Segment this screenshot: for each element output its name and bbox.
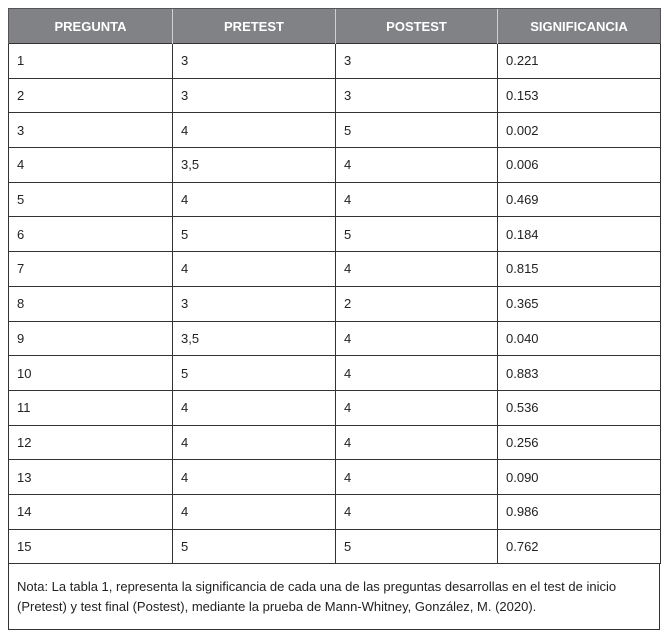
table-cell: 0.883 (498, 356, 661, 391)
table-row (9, 425, 661, 460)
table-cell: 0.153 (498, 78, 661, 113)
table-cell: 3 (173, 44, 336, 79)
table-cell: 13 (9, 460, 173, 495)
table-cell: 4 (336, 494, 498, 529)
table-cell: 0.469 (498, 182, 661, 217)
table-cell: 15 (9, 529, 173, 564)
table-cell: 11 (9, 390, 173, 425)
table-cell: 0.815 (498, 252, 661, 287)
table-cell: 9 (9, 321, 173, 356)
table-cell: 3,5 (173, 148, 336, 183)
table-row (9, 44, 661, 79)
table-cell: 5 (336, 529, 498, 564)
table-cell: 5 (9, 182, 173, 217)
table-row (9, 252, 661, 287)
table-cell: 0.986 (498, 494, 661, 529)
table-cell: 4 (336, 148, 498, 183)
table-cell: 4 (9, 148, 173, 183)
table-cell: 0.536 (498, 390, 661, 425)
table-cell: 8 (9, 286, 173, 321)
table-cell: 0.256 (498, 425, 661, 460)
table-row (9, 460, 661, 495)
table-cell: 5 (173, 217, 336, 252)
table-note: Nota: La tabla 1, representa la significancia de cada una de las preguntas desarrollas en el test de inicio (Pretest) y test final (Postest), mediante la prueba de Mann-Whitney, González, M. (2020). (8, 564, 660, 630)
table-cell: 5 (173, 356, 336, 391)
table-cell: 0.221 (498, 44, 661, 79)
table-cell: 4 (173, 252, 336, 287)
table-cell: 1 (9, 44, 173, 79)
header-postest: POSTEST (336, 9, 498, 44)
table-row (9, 286, 661, 321)
table-cell: 6 (9, 217, 173, 252)
header-significancia: SIGNIFICANCIA (498, 9, 661, 44)
table-cell: 0.002 (498, 113, 661, 148)
header-pregunta: PREGUNTA (9, 9, 173, 44)
table-cell: 5 (173, 529, 336, 564)
table-cell: 4 (173, 182, 336, 217)
header-row (9, 9, 661, 44)
table-row (9, 217, 661, 252)
header-pretest: PRETEST (173, 9, 336, 44)
table-cell: 0.090 (498, 460, 661, 495)
table-cell: 4 (336, 182, 498, 217)
table-row (9, 494, 661, 529)
table-cell: 5 (336, 113, 498, 148)
table-cell: 0.762 (498, 529, 661, 564)
table-cell: 10 (9, 356, 173, 391)
table-cell: 7 (9, 252, 173, 287)
table-row (9, 390, 661, 425)
table-cell: 3 (336, 44, 498, 79)
table-cell: 4 (336, 390, 498, 425)
table-cell: 12 (9, 425, 173, 460)
table-row (9, 182, 661, 217)
table-cell: 4 (173, 425, 336, 460)
table-cell: 0.006 (498, 148, 661, 183)
results-table-container (8, 8, 660, 630)
table-cell: 4 (173, 460, 336, 495)
table-cell: 4 (173, 494, 336, 529)
table-cell: 4 (336, 321, 498, 356)
table-cell: 4 (336, 356, 498, 391)
table-row (9, 148, 661, 183)
table-cell: 0.040 (498, 321, 661, 356)
table-cell: 0.365 (498, 286, 661, 321)
table-cell: 14 (9, 494, 173, 529)
table-cell: 4 (173, 390, 336, 425)
table-cell: 3 (9, 113, 173, 148)
table-cell: 0.184 (498, 217, 661, 252)
table-cell: 3 (173, 286, 336, 321)
table-cell: 2 (336, 286, 498, 321)
table-cell: 4 (336, 460, 498, 495)
table-row (9, 356, 661, 391)
table-cell: 2 (9, 78, 173, 113)
table-cell: 4 (336, 252, 498, 287)
table-row (9, 113, 661, 148)
table-cell: 3 (336, 78, 498, 113)
table-cell: 5 (336, 217, 498, 252)
table-cell: 4 (336, 425, 498, 460)
table-row (9, 529, 661, 564)
table-cell: 3 (173, 78, 336, 113)
table-cell: 4 (173, 113, 336, 148)
results-table (8, 8, 661, 564)
table-row (9, 321, 661, 356)
table-row (9, 78, 661, 113)
table-cell: 3,5 (173, 321, 336, 356)
